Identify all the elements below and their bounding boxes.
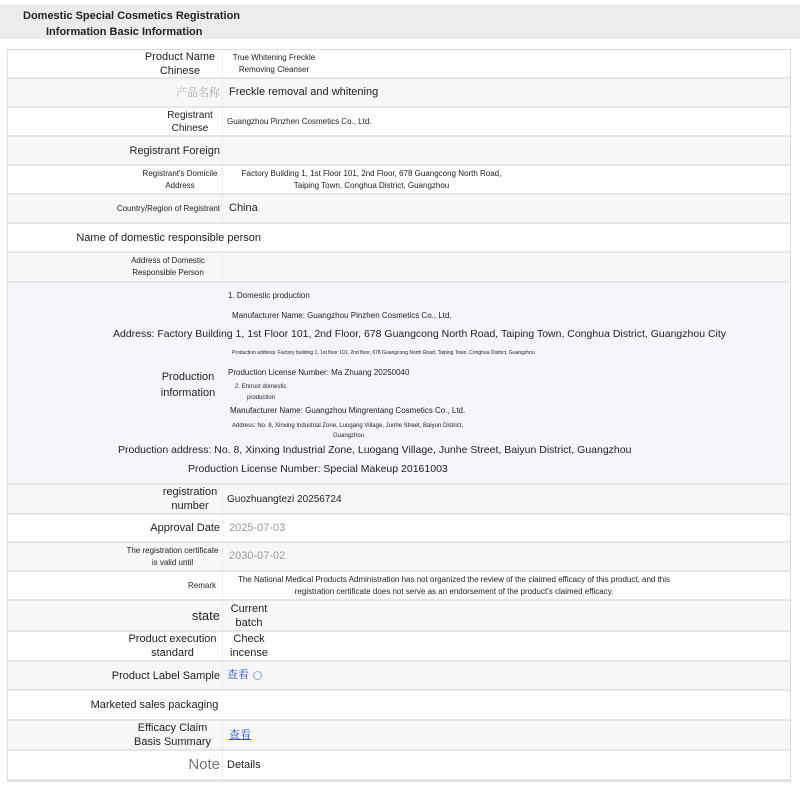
row-responsible-address — [8, 253, 790, 283]
row-sales-packaging — [8, 691, 790, 721]
row-valid-until — [8, 543, 790, 572]
value — [223, 224, 790, 251]
row-approval-date — [8, 515, 790, 543]
row-label-sample — [8, 662, 790, 691]
page-header — [0, 5, 800, 39]
label: Efficacy Claim Basis Summary — [8, 721, 223, 749]
value: Guangzhou Pinzhen Cosmetics Co., Ltd. — [227, 116, 372, 126]
value: Check incense — [230, 633, 268, 659]
value — [223, 721, 790, 749]
production-line: 2. Entrust domestic — [235, 384, 287, 390]
production-line: Production License Number: Ma Zhuang 20250040 — [228, 368, 410, 377]
value: The National Medical Products Administration has not organized the review of the claimed efficacy of this product, and this registration certificate does not serve as an endorsement of the product's claimed efficacy. — [237, 574, 671, 596]
production-line: production — [247, 395, 276, 401]
value — [223, 253, 790, 281]
label: Approval Date — [8, 515, 223, 541]
value: 2030-07-02 — [229, 550, 286, 562]
production-line: 1. Domestic production — [228, 291, 310, 300]
label: registration number — [8, 485, 223, 513]
page-subtitle: Information Basic Information — [46, 26, 203, 38]
label: Remark — [8, 572, 223, 599]
label: Name of domestic responsible person — [76, 231, 261, 244]
row-production-information — [8, 283, 790, 485]
row-registration-number — [8, 485, 790, 515]
row-note — [8, 751, 790, 781]
label: Product Label Sample — [8, 662, 223, 689]
row-registrant-cn — [8, 108, 790, 137]
label: Address of Domestic Responsible Person — [8, 253, 223, 281]
label: Marketed sales packaging — [90, 699, 219, 711]
row-registrant-address — [8, 166, 790, 195]
row-state — [8, 601, 790, 632]
value: Factory Building 1, 1st Floor 101, 2nd Floor, 678 Guangcong North Road, Taiping Town, Conghua District, Guangzhou — [241, 168, 502, 190]
label: Registrant Foreign — [8, 137, 223, 164]
value: Details — [227, 758, 261, 771]
value: Freckle removal and whitening — [229, 86, 379, 98]
production-line: Production License Number: Special Makeup 20161003 — [188, 463, 448, 475]
value: 2025-07-03 — [229, 521, 286, 534]
label: Note — [8, 751, 223, 779]
label: Registrant's Domicile Address — [8, 166, 223, 193]
production-line: Manufacturer Name: Guangzhou Pinzhen Cosmetics Co., Ltd. — [232, 311, 452, 320]
value — [223, 662, 790, 689]
production-line: Manufacturer Name: Guangzhou Mingrentang Cosmetics Co., Ltd. — [230, 406, 466, 415]
value — [223, 137, 790, 164]
row-product-name — [8, 50, 790, 79]
row-execution-standard — [8, 632, 790, 662]
view-efficacy-summary-link[interactable]: 查看 — [229, 728, 251, 741]
value: Current batch — [230, 602, 268, 629]
label: Country/Region of Registrant — [8, 195, 223, 222]
registration-table — [7, 49, 791, 782]
production-line: Guangzhou — [333, 433, 365, 439]
page-title: Domestic Special Cosmetics Registration — [23, 10, 241, 22]
view-label-sample-link[interactable]: 查看 — [227, 669, 249, 681]
value: China — [229, 202, 258, 214]
label: Product Name Chinese — [8, 50, 223, 77]
row-remark — [8, 572, 790, 601]
label: Registrant Chinese — [8, 108, 223, 135]
label: state — [8, 601, 223, 630]
value: Guozhuangtezi 20256724 — [227, 493, 342, 505]
label: Production information — [160, 371, 216, 399]
row-registrant-foreign — [8, 137, 790, 166]
production-line: Production address: No. 8, Xinxing Industrial Zone, Luogang Village, Junhe Street, Baiyun District, Guangzhou — [118, 444, 632, 456]
row-product-name-cn — [8, 79, 790, 108]
production-line: Address: No. 8, Xinxing Industrial Zone, Luogang Village, Junhe Street, Baiyun District, — [232, 423, 464, 429]
value — [223, 691, 790, 719]
label: The registration certificate is valid until — [8, 543, 223, 570]
value: True Whitening Freckle Removing Cleanser — [232, 52, 316, 74]
production-line: Production address: Factory building 1, 1st floor 101, 2nd floor, 678 Guangcong North Road, Taiping Town, Conghua District, Guangzhou — [232, 350, 535, 356]
eye-icon[interactable] — [253, 671, 262, 680]
label: Product execution standard — [8, 632, 223, 660]
row-country — [8, 195, 790, 224]
label: 产品名称 — [8, 79, 223, 106]
row-responsible-person — [8, 224, 790, 253]
production-line: Address: Factory Building 1, 1st Floor 101, 2nd Floor, 678 Guangcong North Road, Taiping Town, Conghua District, Guangzhou City — [113, 328, 727, 340]
row-efficacy-claim — [8, 721, 790, 751]
